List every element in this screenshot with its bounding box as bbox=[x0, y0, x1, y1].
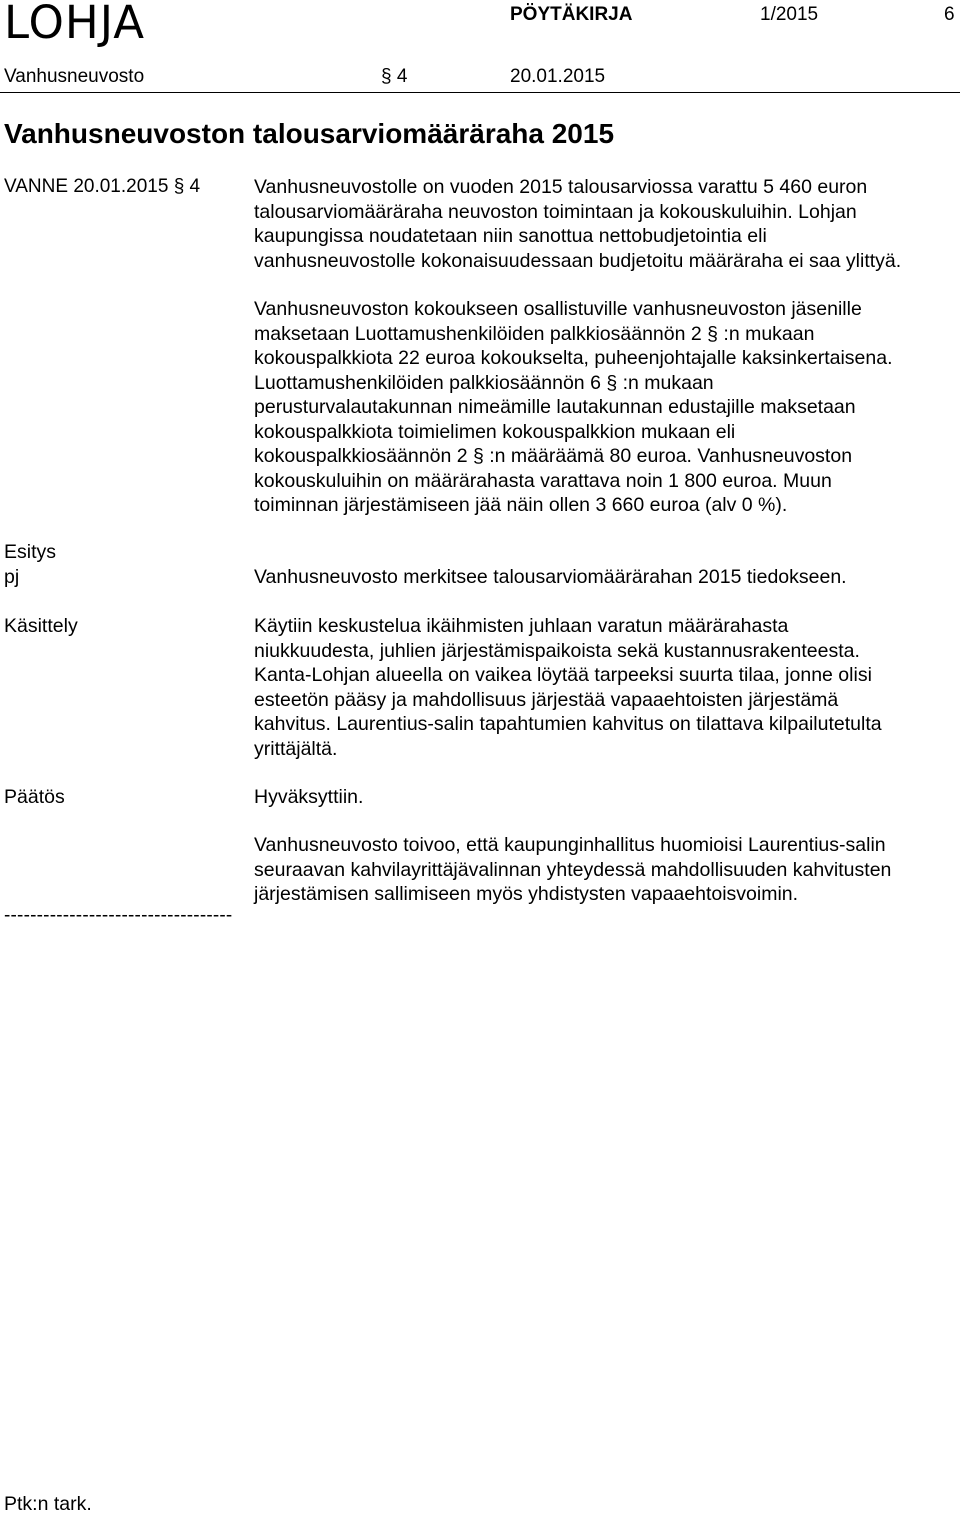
lohja-logo: LOHJA bbox=[4, 0, 145, 49]
label-pj: pj bbox=[4, 566, 20, 588]
paragraph-paatos-extra bbox=[254, 833, 954, 907]
document-type: PÖYTÄKIRJA bbox=[510, 4, 633, 25]
text-line: niukkuudesta, juhlien järjestämispaikoista sekä kustannusrakenteesta. bbox=[254, 639, 860, 662]
label-esitys: Esitys bbox=[4, 541, 57, 563]
text-line: yrittäjältä. bbox=[254, 737, 338, 760]
text-line: talousarviomääräraha neuvoston toimintaan ja kokouskuluihin. Lohjan bbox=[254, 200, 857, 223]
footer-checker-note: Ptk:n tark. bbox=[4, 1493, 92, 1515]
text-line: kokouskuluihin on määrärahasta varattava noin 1 800 euroa. Muun bbox=[254, 469, 832, 492]
header-divider bbox=[0, 92, 960, 93]
text-line: Käytiin keskustelua ikäihmisten juhlaan varatun määrärahasta bbox=[254, 615, 789, 637]
text-line: Hyväksyttiin. bbox=[254, 786, 364, 808]
page-number: 6 bbox=[944, 4, 955, 25]
text-line: järjestämisen sallimiseen myös yhdistysten vapaaehtoisvoimin. bbox=[254, 883, 799, 905]
paragraph-esitys bbox=[254, 565, 954, 590]
text-line: seuraavan kahvilayrittäjävalinnan yhteydessä mahdollisuuden kahvitusten bbox=[254, 858, 892, 881]
label-paatos: Päätös bbox=[4, 786, 65, 808]
text-line: Kanta-Lohjan alueella on vaikea löytää tarpeeksi suurta tilaa, jonne olisi bbox=[254, 664, 872, 686]
text-line: toiminnan järjestämiseen jää näin ollen 3 660 euroa (alv 0 %). bbox=[254, 494, 788, 516]
text-line: Vanhusneuvostolle on vuoden 2015 talousarviossa varattu 5 460 euron bbox=[254, 176, 868, 198]
meeting-reference: VANNE 20.01.2015 § 4 bbox=[4, 176, 201, 197]
paragraph-kasittely bbox=[254, 614, 954, 761]
text-line: kahvitus. Laurentius-salin tapahtumien kahvitus on tilattava kilpailutetulta bbox=[254, 713, 882, 735]
document-number: 1/2015 bbox=[760, 4, 819, 25]
text-line: perusturvalautakunnan nimeämille lautakunnan edustajille maksetaan bbox=[254, 396, 856, 418]
text-line: Vanhusneuvoston kokoukseen osallistuville vanhusneuvoston jäsenille bbox=[254, 298, 862, 320]
label-kasittely: Käsittely bbox=[4, 615, 78, 637]
paragraph-paatos bbox=[254, 785, 954, 810]
text-line: Luottamushenkilöiden palkkiosäännön 6 § :n mukaan bbox=[254, 371, 714, 394]
section-number: § 4 bbox=[381, 66, 408, 87]
text-line: kokouspalkkiota toimielimen kokouspalkkion mukaan eli bbox=[254, 420, 736, 443]
text-line: kokouspalkkiosäännön 2 § :n määräämä 80 euroa. Vanhusneuvoston bbox=[254, 445, 853, 467]
page-title: Vanhusneuvoston talousarviomääräraha 2015 bbox=[4, 118, 615, 149]
text-line: kokouspalkkiota 22 euroa kokoukselta, puheenjohtajalle kaksinkertaisena. bbox=[254, 347, 893, 369]
text-line: Vanhusneuvosto toivoo, että kaupunginhallitus huomioisi Laurentius-salin bbox=[254, 834, 886, 856]
text-line: esteetön pääsy ja mahdollisuus järjestää vapaaehtoisten järjestämä bbox=[254, 688, 839, 711]
paragraph-budget bbox=[254, 175, 954, 273]
paragraph-fees bbox=[254, 297, 954, 518]
end-separator: ----------------------------------- bbox=[4, 905, 233, 926]
text-line: Vanhusneuvosto merkitsee talousarviomäärärahan 2015 tiedokseen. bbox=[254, 566, 847, 588]
meeting-date: 20.01.2015 bbox=[510, 66, 606, 87]
text-line: vanhusneuvostolle kokonaisuudessaan budjetoitu määräraha ei saa ylittyä. bbox=[254, 249, 902, 272]
organ-name: Vanhusneuvosto bbox=[4, 66, 145, 87]
text-line: kaupungissa noudatetaan niin sanottua nettobudjetointia eli bbox=[254, 225, 767, 247]
text-line: maksetaan Luottamushenkilöiden palkkiosäännön 2 § :n mukaan bbox=[254, 322, 815, 345]
